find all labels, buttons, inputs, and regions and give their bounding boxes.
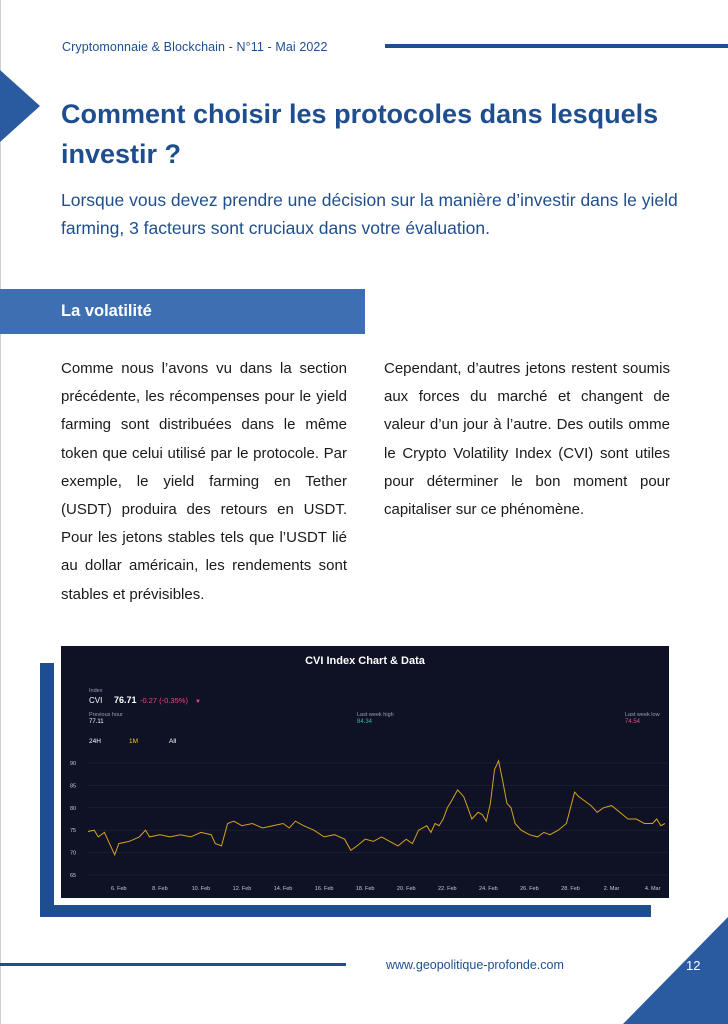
week-low-label: Last week low [625,712,660,718]
index-name: CVI [89,696,103,705]
chart-frame-horizontal [40,905,651,917]
week-low-value: 74.54 [625,719,641,725]
x-tick-label: 12. Feb [232,886,252,892]
y-tick-label: 75 [70,828,77,835]
y-tick-label: 90 [70,761,77,767]
range-button-all[interactable]: All [169,738,177,745]
previous-hour-value: 77.11 [89,719,104,725]
x-tick-label: 16. Feb [314,886,334,892]
header-rule [385,44,728,48]
x-tick-label: 6. Feb [111,886,127,892]
x-tick-label: 20. Feb [396,886,416,892]
index-change: -0.27 (-0.35%) [140,696,188,705]
footer-triangle-decoration [623,917,728,1024]
footer-url[interactable]: www.geopolitique-profonde.com [386,958,564,972]
x-tick-label: 2. Mar [603,886,620,892]
chart-frame-vertical [40,663,54,917]
y-tick-label: 85 [70,783,77,790]
range-button-24h[interactable]: 24H [89,738,101,745]
paragraph-right: Cependant, d’autres jetons restent soumis aux forces du marché et changent de valeur d’un jour à l’autre. Des outils omme le Crypto Volatility Index (CVI) sont utiles pour déterminer le bon moment pour capitaliser sur ce phénomène. [384,360,670,519]
x-tick-label: 24. Feb [479,886,498,892]
y-axis-ticks [70,761,76,879]
section-band [0,289,365,334]
cvi-chart-svg [61,646,669,898]
article-title: Comment choisir les protocoles dans lesquels investir ? [61,99,659,169]
footer-rule [0,963,346,966]
range-button-1m[interactable]: 1M [129,738,139,745]
cvi-chart-widget [61,646,669,898]
x-tick-label: 22. Feb [437,886,457,892]
y-tick-label: 70 [70,850,77,857]
article-intro: Lorsque vous devez prendre une décision sur la manière d’investir dans le yield farming, 3 facteurs sont cruciaux dans votre évaluation. [61,190,678,238]
page-number: 12 [686,958,701,973]
x-axis-ticks [111,886,661,892]
running-header: Cryptomonnaie & Blockchain - N°11 - Mai 2022 [62,40,328,54]
section-title: La volatilité [61,302,152,320]
x-tick-label: 4. Mar [644,886,661,892]
x-tick-label: 8. Feb [152,886,168,892]
corner-triangle-decoration [0,70,40,142]
week-high-value: 84.34 [357,719,373,725]
chart-title: CVI Index Chart & Data [305,655,425,667]
x-tick-label: 28. Feb [561,886,580,892]
x-tick-label: 14. Feb [273,886,293,892]
page-border [0,0,1,1024]
x-tick-label: 10. Feb [191,886,211,892]
week-high-label: Last week high [357,712,394,718]
index-value: 76.71 [114,695,137,705]
index-label: Index [89,688,103,694]
previous-hour-label: Previous hour [89,712,123,718]
paragraph-left: Comme nous l’avons vu dans la section précédente, les récompenses pour le yield farming sont distribuées dans le même token que celui utilisé par le protocole. Par exemple, le yield farming en Tether (USDT) produira des retours en USDT. Pour les jetons stables tels que l’USDT lié au dollar américain, les rendements sont stables et prévisibles. [61,360,347,603]
down-arrow-icon: ▼ [195,699,201,705]
y-tick-label: 80 [70,805,77,812]
x-tick-label: 26. Feb [520,886,539,892]
y-tick-label: 65 [70,873,77,879]
x-tick-label: 18. Feb [355,886,375,892]
chart-grid [88,763,667,875]
